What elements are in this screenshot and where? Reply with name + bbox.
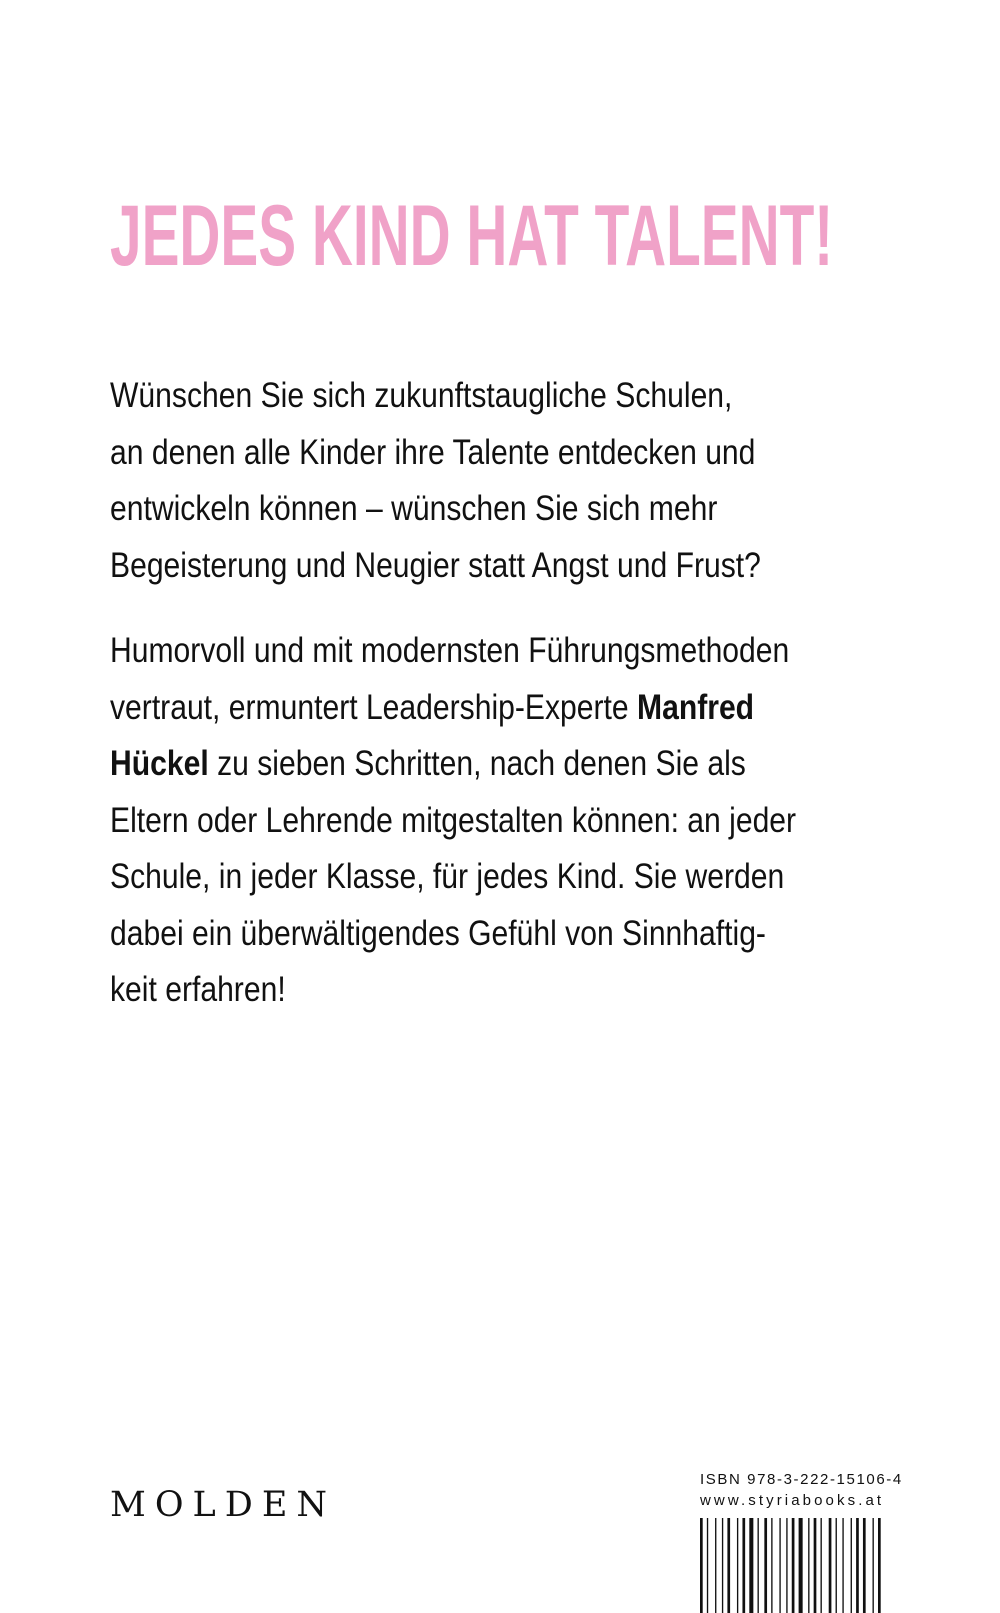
barcode-bar (792, 1518, 795, 1613)
barcode-bar (863, 1518, 866, 1613)
blurb-line: entwickeln können – wünschen Sie sich mehr (110, 489, 718, 528)
barcode-bar (764, 1518, 767, 1613)
barcode-bar (737, 1518, 738, 1613)
blurb-paragraph-1 (110, 368, 890, 594)
isbn-block (700, 1470, 903, 1512)
blurb-line: Begeisterung und Neugier statt Angst und Frust? (110, 545, 761, 585)
barcode-bar (856, 1518, 859, 1613)
barcode-bar (836, 1518, 837, 1613)
blurb-line: dabei ein überwältigendes Gefühl von Sinnhaftig- (110, 913, 766, 953)
barcode-bar (829, 1518, 832, 1613)
author-first-name: Manfred (637, 687, 755, 727)
publisher-url: www.styriabooks.at (700, 1492, 885, 1509)
blurb-paragraph-2 (110, 623, 890, 1019)
barcode-bar (808, 1518, 809, 1613)
blurb-line: an denen alle Kinder ihre Talente entdecken und (110, 432, 756, 472)
barcode (700, 1518, 890, 1613)
publisher-logo: MOLDEN (110, 1485, 337, 1525)
author-last-name: Hückel (110, 744, 209, 783)
barcode-bar (878, 1518, 881, 1613)
barcode-bar (786, 1518, 787, 1613)
blurb-line: Schule, in jeder Klasse, für jedes Kind. Sie werden (110, 857, 785, 896)
barcode-bar (742, 1518, 745, 1613)
barcode-bar (873, 1518, 874, 1613)
blurb-text: vertraut, ermuntert Leadership-Experte (110, 687, 638, 727)
blurb-line (110, 736, 781, 793)
blurb-text: zu sieben Schritten, nach denen Sie als (208, 744, 746, 783)
barcode-bar (771, 1518, 772, 1613)
barcode-bar (722, 1518, 723, 1613)
barcode-bar (842, 1518, 843, 1613)
blurb-line: Wünschen Sie sich zukunftstaugliche Schulen, (110, 376, 733, 415)
blurb-line: Eltern oder Lehrende mitgestalten können: an jeder (110, 800, 797, 840)
barcode-bar (707, 1518, 708, 1613)
barcode-bar (821, 1518, 822, 1613)
barcode-bar (758, 1518, 759, 1613)
barcode-bar (727, 1518, 730, 1613)
barcode-bar (814, 1518, 817, 1613)
barcode-bar (715, 1518, 716, 1613)
blurb-line: Humorvoll und mit modernsten Führungsmethoden (110, 631, 790, 670)
isbn-number: ISBN 978-3-222-15106-4 (700, 1471, 903, 1488)
headline: JEDES KIND HAT TALENT! (110, 188, 834, 284)
barcode-bar (779, 1518, 780, 1613)
blurb-line: keit erfahren! (110, 970, 286, 1009)
barcode-bar (749, 1518, 753, 1613)
barcode-bar (799, 1518, 803, 1613)
blurb-line (110, 680, 781, 737)
barcode-bar (851, 1518, 852, 1613)
barcode-bar (700, 1518, 703, 1613)
